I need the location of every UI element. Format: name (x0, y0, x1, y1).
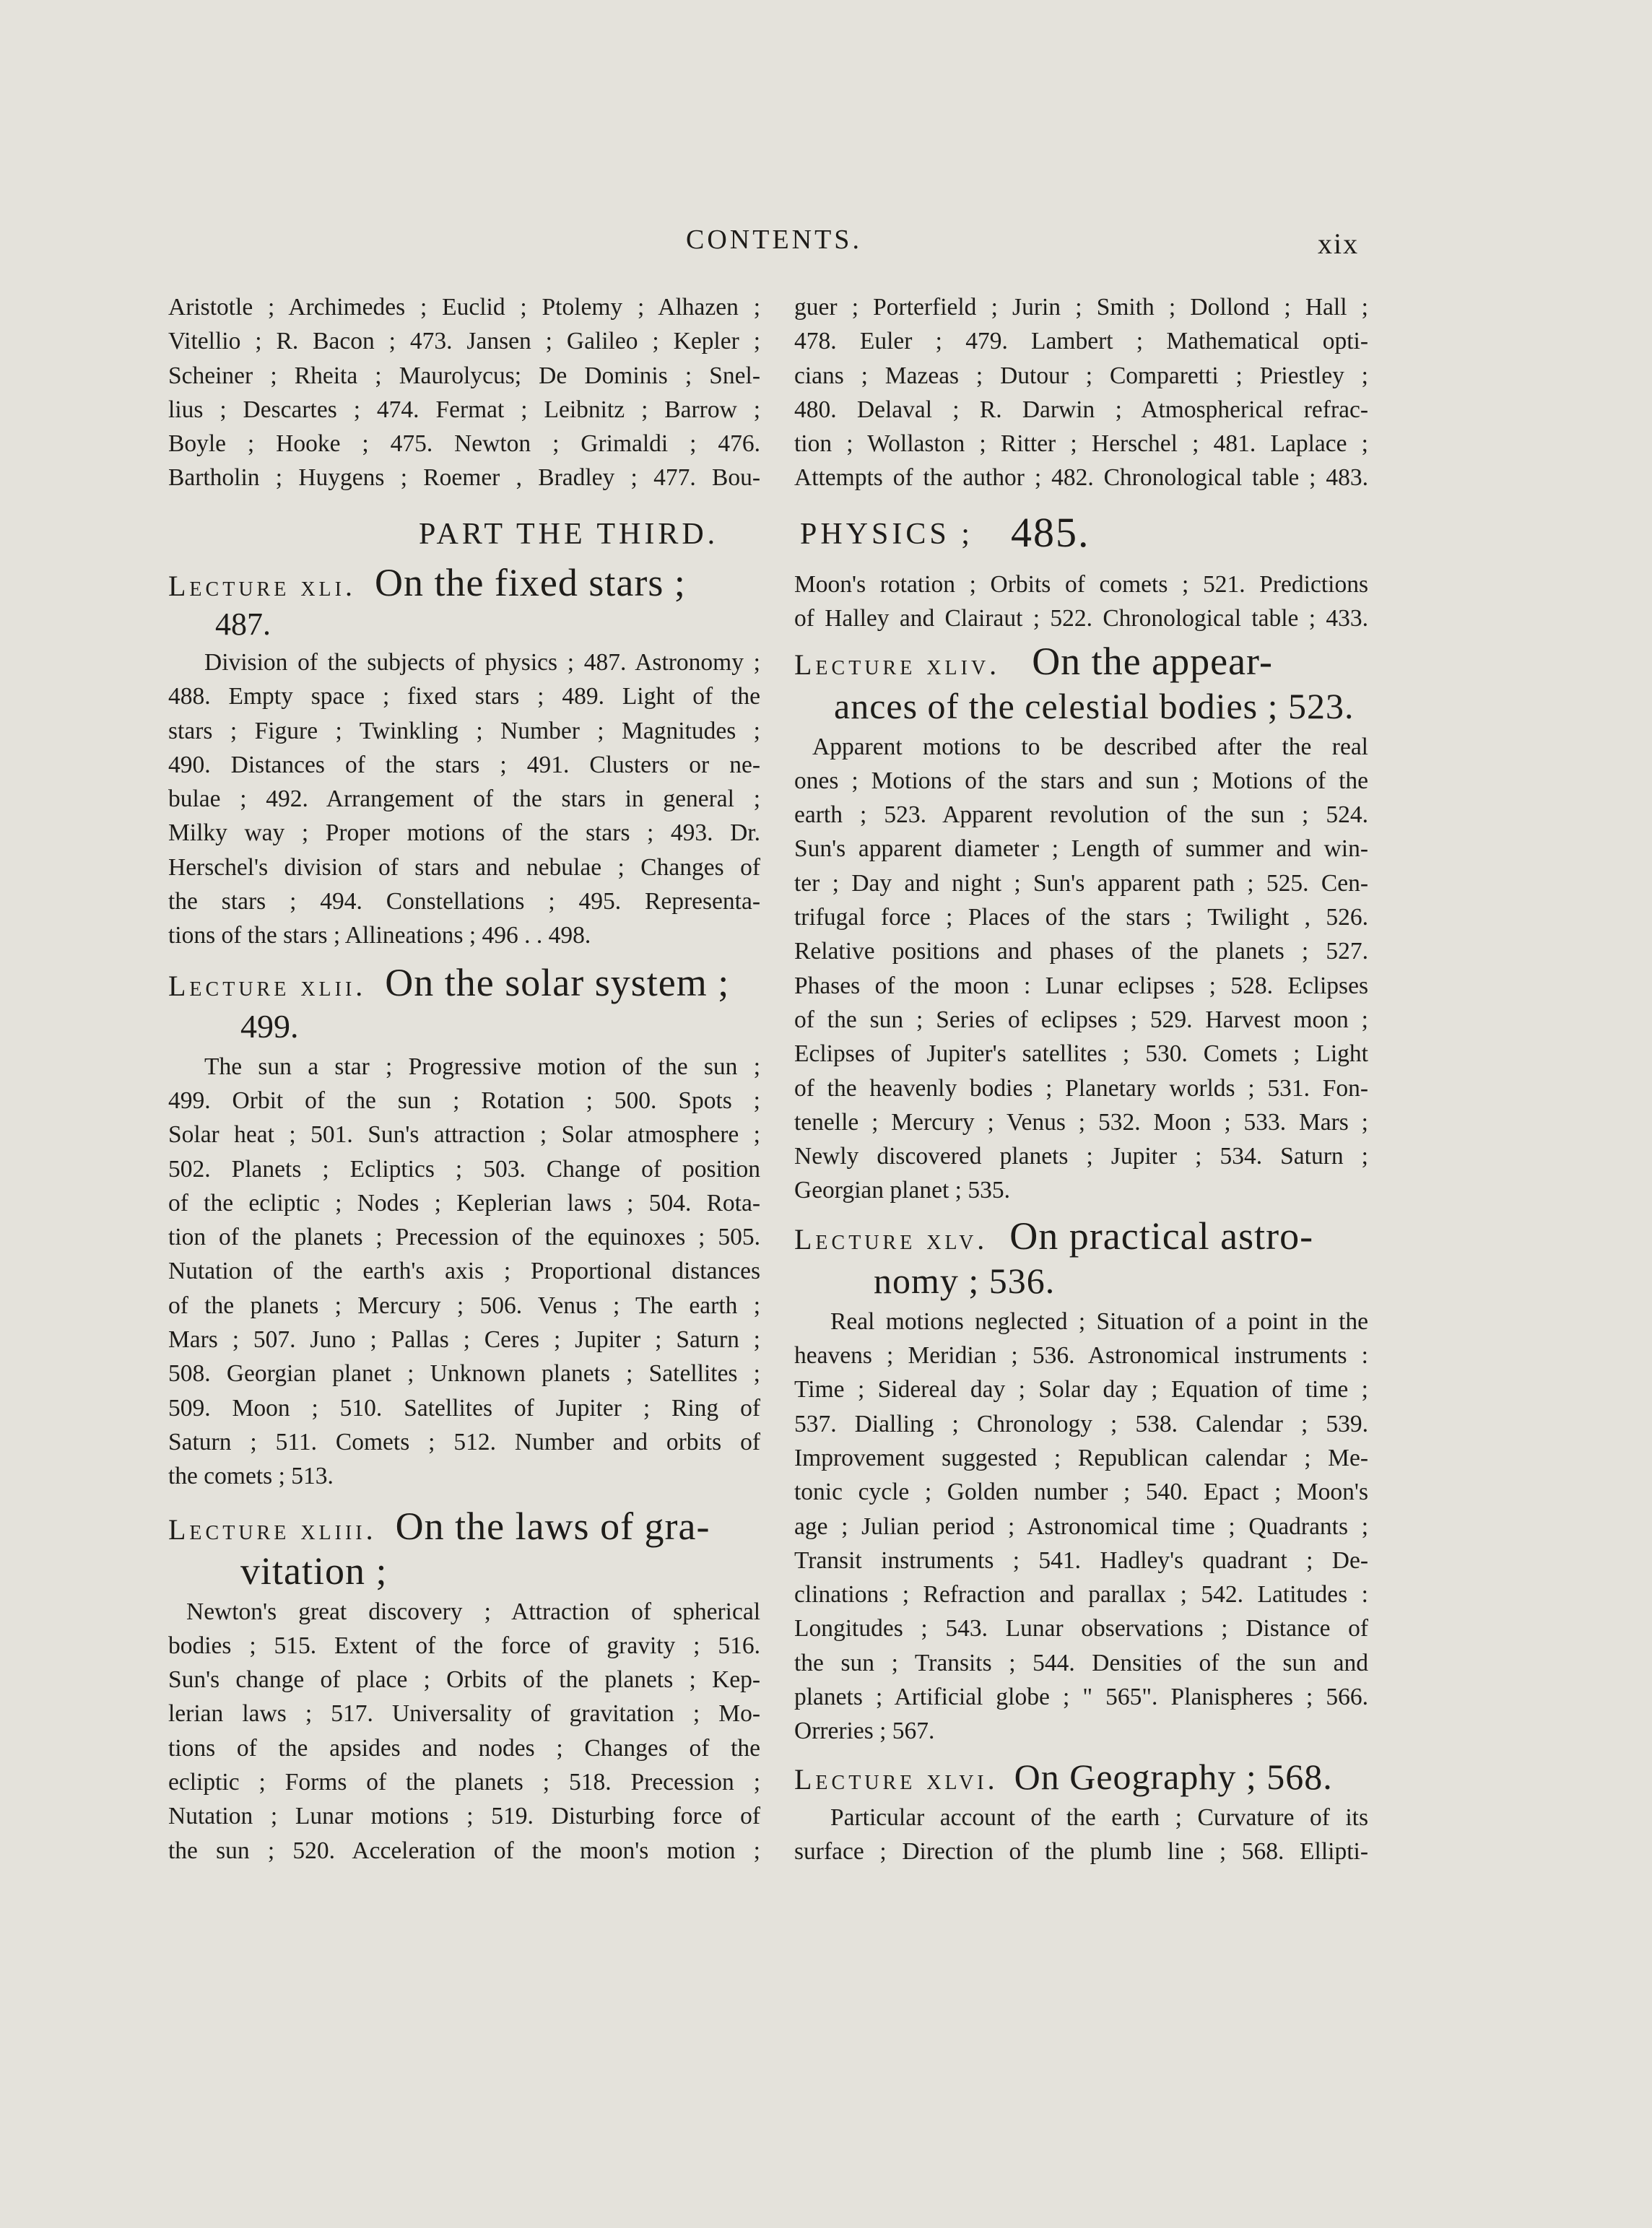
lecture-title: On the fixed stars ; (374, 561, 686, 604)
text-line: Apparent motions to be described after the real (812, 733, 1368, 760)
text-line: Saturn ; 511. Comets ; 512. Number and orbits of (168, 1428, 760, 1455)
text-line: 508. Georgian planet ; Unknown planets ; Satellites ; (168, 1360, 760, 1388)
text-line: Aristotle ; Archimedes ; Euclid ; Ptolemy ; Alhazen ; (168, 294, 760, 321)
text-line: stars ; Figure ; Twinkling ; Number ; Magnitudes ; (168, 717, 760, 744)
text-line: earth ; 523. Apparent revolution of the sun ; 524. (794, 801, 1368, 829)
lecture-title: On the laws of gra- (395, 1504, 710, 1548)
text-line: ter ; Day and night ; Sun's apparent path ; 525. Cen- (794, 869, 1368, 897)
text-line: Real motions neglected ; Situation of a point in the (830, 1307, 1368, 1335)
text-line: Relative positions and phases of the planets ; 527. (794, 938, 1368, 965)
part-title: PART THE THIRD. (419, 518, 719, 551)
text-line: tion ; Wollaston ; Ritter ; Herschel ; 481. Laplace ; (794, 430, 1368, 458)
lecture-41 (168, 560, 760, 953)
lecture-title-continued: ances of the celestial bodies ; 523. (834, 685, 1355, 726)
text-line: Milky way ; Proper motions of the stars ; 493. Dr. (168, 819, 760, 847)
lecture-title: On practical astro- (1009, 1214, 1314, 1258)
text-line: Herschel's division of stars and nebulae ; Changes of (168, 853, 760, 881)
text-line: lerian laws ; 517. Universality of gravitation ; Mo- (168, 1700, 760, 1728)
lecture-title: On the appear- (1032, 639, 1273, 683)
lecture-42 (168, 960, 760, 1494)
text-line: Newly discovered planets ; Jupiter ; 534. Saturn ; (794, 1143, 1368, 1170)
intro-right-paragraph (794, 290, 1368, 495)
text-line: of Halley and Clairaut ; 522. Chronological table ; 433. (794, 605, 1368, 632)
text-line: of the planets ; Mercury ; 506. Venus ; The earth ; (168, 1292, 760, 1319)
text-line: the stars ; 494. Constellations ; 495. Representa- (168, 888, 760, 915)
text-line: trifugal force ; Places of the stars ; Twilight , 526. (794, 904, 1368, 931)
text-line: Time ; Sidereal day ; Solar day ; Equation of time ; (794, 1376, 1368, 1404)
text-line: Vitellio ; R. Bacon ; 473. Jansen ; Galileo ; Kepler ; (168, 328, 760, 355)
text-line: bodies ; 515. Extent of the force of gravity ; 516. (168, 1632, 760, 1659)
text-line: ones ; Motions of the stars and sun ; Motions of the (794, 767, 1368, 794)
lecture-45 (794, 1214, 1368, 1749)
lecture-43-continued-paragraph (794, 567, 1368, 636)
text-line: 478. Euler ; 479. Lambert ; Mathematical opti- (794, 328, 1368, 355)
intro-left-column (168, 290, 760, 495)
text-line: 490. Distances of the stars ; 491. Clusters or ne- (168, 751, 760, 778)
intro-left-paragraph (168, 290, 760, 495)
text-line: Mars ; 507. Juno ; Pallas ; Ceres ; Jupiter ; Saturn ; (168, 1326, 760, 1354)
text-line: 488. Empty space ; fixed stars ; 489. Light of the (168, 683, 760, 710)
intro-right-column (794, 290, 1368, 495)
text-line: Nutation of the earth's axis ; Proportional distances (168, 1258, 760, 1285)
lecture-label: Lecture xli. (168, 570, 356, 602)
running-head (0, 217, 1652, 260)
lecture-title-continued: nomy ; 536. (874, 1260, 1056, 1301)
lecture-44-paragraph (794, 730, 1368, 1208)
right-column (794, 567, 1368, 1868)
text-line: Bartholin ; Huygens ; Roemer , Bradley ; 477. Bou- (168, 464, 760, 492)
text-line: 502. Planets ; Ecliptics ; 503. Change of position (168, 1155, 760, 1183)
left-column (168, 560, 760, 1868)
text-line: the comets ; 513. (168, 1463, 334, 1490)
text-line: Sun's apparent diameter ; Length of summer and win- (794, 835, 1368, 863)
page-number: xix (1318, 227, 1360, 260)
text-line: Scheiner ; Rheita ; Maurolycus; De Dominis ; Snel- (168, 362, 760, 389)
lecture-page: 499. (240, 1007, 299, 1045)
lecture-label: Lecture xlv. (794, 1222, 988, 1256)
text-line: guer ; Porterfield ; Jurin ; Smith ; Dollond ; Hall ; (794, 294, 1368, 321)
lecture-44 (794, 639, 1368, 1208)
lecture-title-continued: vitation ; (240, 1549, 388, 1593)
text-line: Nutation ; Lunar motions ; 519. Disturbing force of (168, 1803, 760, 1830)
text-line: Attempts of the author ; 482. Chronological table ; 483. (794, 464, 1368, 492)
text-line: Eclipses of Jupiter's satellites ; 530. Comets ; Light (794, 1040, 1368, 1068)
text-line: Moon's rotation ; Orbits of comets ; 521. Predictions (794, 571, 1368, 598)
lecture-label: Lecture xliv. (794, 648, 1001, 681)
lecture-label: Lecture xlvi. (794, 1762, 999, 1796)
lecture-43-paragraph (168, 1595, 760, 1868)
text-line: Boyle ; Hooke ; 475. Newton ; Grimaldi ; 476. (168, 430, 760, 458)
part-heading (0, 508, 1652, 559)
part-subject: PHYSICS ; (800, 518, 973, 551)
lecture-46-paragraph (794, 1801, 1368, 1869)
text-line: ecliptic ; Forms of the planets ; 518. Precession ; (168, 1769, 760, 1796)
text-line: Particular account of the earth ; Curvature of its (830, 1803, 1368, 1831)
lecture-41-paragraph (168, 645, 760, 953)
text-line: of the heavenly bodies ; Planetary worlds ; 531. Fon- (794, 1074, 1368, 1102)
lecture-43 (168, 1504, 760, 1868)
text-line: cians ; Mazeas ; Dutour ; Comparetti ; Priestley ; (794, 362, 1368, 389)
text-line: Orreries ; 567. (794, 1718, 935, 1745)
text-line: tenelle ; Mercury ; Venus ; 532. Moon ; 533. Mars ; (794, 1108, 1368, 1136)
text-line: 537. Dialling ; Chronology ; 538. Calendar ; 539. (794, 1410, 1368, 1437)
lecture-label: Lecture xliii. (168, 1513, 377, 1546)
text-line: the sun ; 520. Acceleration of the moon's motion ; (168, 1837, 760, 1864)
text-line: tion of the planets ; Precession of the equinoxes ; 505. (168, 1224, 760, 1251)
text-line: tions of the stars ; Allineations ; 496 . . 498. (168, 922, 591, 949)
lecture-42-paragraph (168, 1050, 760, 1494)
text-line: the sun ; Transits ; 544. Densities of the sun and (794, 1649, 1368, 1676)
lecture-46 (794, 1756, 1368, 1869)
text-line: Improvement suggested ; Republican calendar ; Me- (794, 1444, 1368, 1471)
text-line: 499. Orbit of the sun ; Rotation ; 500. Spots ; (168, 1087, 760, 1114)
text-line: bulae ; 492. Arrangement of the stars in general ; (168, 786, 760, 813)
lecture-title: On the solar system ; (385, 960, 730, 1004)
text-line: lius ; Descartes ; 474. Fermat ; Leibnitz ; Barrow ; (168, 396, 760, 423)
text-line: 509. Moon ; 510. Satellites of Jupiter ; Ring of (168, 1394, 760, 1422)
text-line: Transit instruments ; 541. Hadley's quadrant ; De- (794, 1546, 1368, 1574)
text-line: Phases of the moon : Lunar eclipses ; 528. Eclipses (794, 972, 1368, 999)
lecture-label: Lecture xlii. (168, 969, 367, 1002)
part-page: 485. (1011, 509, 1090, 556)
text-line: surface ; Direction of the plumb line ; 568. Ellipti- (794, 1837, 1368, 1865)
lecture-page: 487. (215, 606, 271, 642)
text-line: age ; Julian period ; Astronomical time ; Quadrants ; (794, 1513, 1368, 1540)
text-line: planets ; Artificial globe ; " 565". Planispheres ; 566. (794, 1684, 1368, 1711)
text-line: Longitudes ; 543. Lunar observations ; Distance of (794, 1615, 1368, 1642)
lecture-title: On Geography ; 568. (1014, 1756, 1333, 1797)
text-line: tions of the apsides and nodes ; Changes of the (168, 1734, 760, 1762)
running-head-title: CONTENTS. (686, 225, 862, 255)
text-line: of the sun ; Series of eclipses ; 529. Harvest moon ; (794, 1006, 1368, 1033)
text-line: Sun's change of place ; Orbits of the planets ; Kep- (168, 1666, 760, 1694)
lecture-45-paragraph (794, 1305, 1368, 1749)
text-line: heavens ; Meridian ; 536. Astronomical instruments : (794, 1342, 1368, 1370)
text-line: The sun a star ; Progressive motion of the sun ; (204, 1053, 760, 1080)
text-line: Solar heat ; 501. Sun's attraction ; Solar atmosphere ; (168, 1121, 760, 1149)
text-line: of the ecliptic ; Nodes ; Keplerian laws ; 504. Rota- (168, 1189, 760, 1217)
text-line: Division of the subjects of physics ; 487. Astronomy ; (204, 649, 760, 676)
text-line: tonic cycle ; Golden number ; 540. Epact ; Moon's (794, 1479, 1368, 1506)
text-line: clinations ; Refraction and parallax ; 542. Latitudes : (794, 1581, 1368, 1609)
text-line: 480. Delaval ; R. Darwin ; Atmospherical refrac- (794, 396, 1368, 423)
text-line: Newton's great discovery ; Attraction of spherical (186, 1598, 760, 1625)
text-line: Georgian planet ; 535. (794, 1177, 1010, 1204)
